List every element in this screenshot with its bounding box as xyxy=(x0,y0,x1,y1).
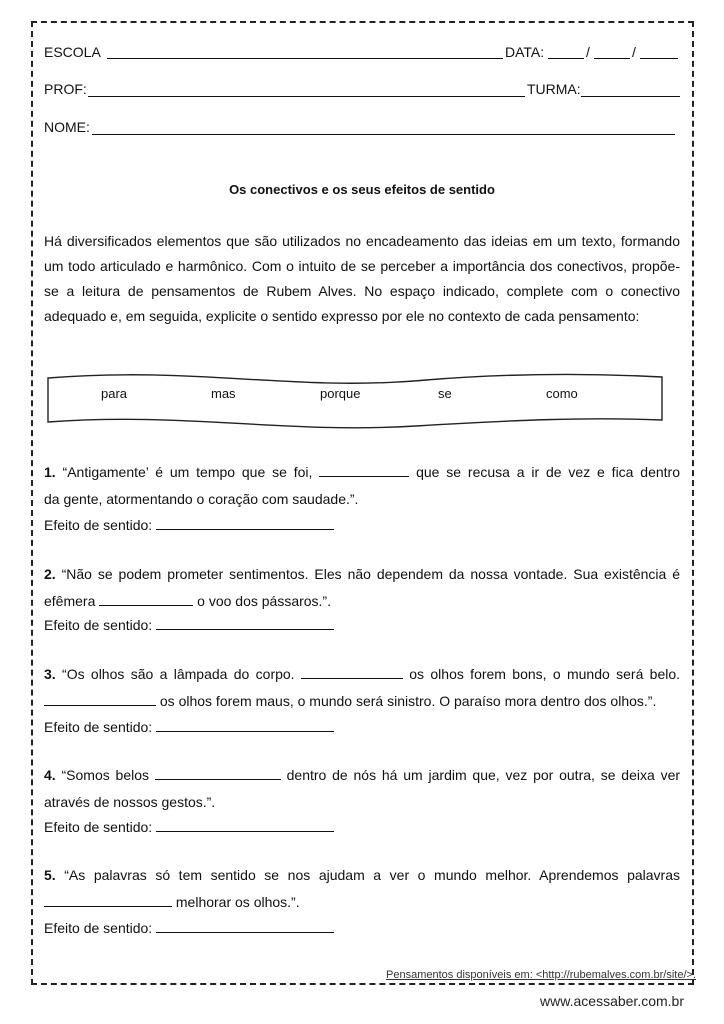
effect-row-2: Efeito de sentido: xyxy=(44,616,334,633)
website-footer: www.acessaber.com.br xyxy=(540,993,684,1009)
school-label: ESCOLA xyxy=(44,44,101,60)
question-4: 4. “Somos belos dentro de nós há um jardim que, vez por outra, se deixa ver através de nossos gestos.”. xyxy=(44,767,681,810)
question-number: 4. xyxy=(44,767,56,783)
class-label: TURMA: xyxy=(527,81,581,97)
answer-blank[interactable] xyxy=(301,665,403,679)
effect-blank[interactable] xyxy=(156,718,334,732)
answer-blank[interactable] xyxy=(44,893,172,907)
page-title: Os conectivos e os seus efeitos de sentido xyxy=(229,182,495,197)
question-number: 1. xyxy=(44,464,56,480)
effect-blank[interactable] xyxy=(156,919,334,933)
question-number: 5. xyxy=(44,867,56,883)
word-bank-item: mas xyxy=(211,386,236,401)
date-month-field[interactable] xyxy=(594,58,630,59)
name-label: NOME: xyxy=(44,119,90,135)
effect-blank[interactable] xyxy=(156,818,334,832)
effect-row-1: Efeito de sentido: xyxy=(44,516,334,533)
answer-blank[interactable] xyxy=(99,592,193,606)
answer-blank[interactable] xyxy=(319,463,409,477)
school-field[interactable] xyxy=(107,58,503,59)
question-number: 3. xyxy=(44,666,56,682)
date-sep-2: / xyxy=(632,44,636,60)
intro-paragraph: Há diversificados elementos que são utilizados no encadeamento das ideias em um texto, formando um todo articulado e harmônico. Com o intuito de se perceber a importância dos conectivos, propõe-se a leitura de pensamentos de Rubem Alves. No espaço indicado, complete com o conectivo adequado e, em seguida, explicite o sentido expresso por ele no contexto de cada pensamento: xyxy=(44,233,680,324)
date-label: DATA: xyxy=(505,44,545,60)
name-field[interactable] xyxy=(92,134,675,135)
teacher-label: PROF: xyxy=(44,81,87,97)
effect-row-5: Efeito de sentido: xyxy=(44,919,334,936)
effect-blank[interactable] xyxy=(156,616,334,630)
answer-blank[interactable] xyxy=(155,766,281,780)
answer-blank[interactable] xyxy=(44,692,156,706)
effect-row-3: Efeito de sentido: xyxy=(44,718,334,735)
effect-blank[interactable] xyxy=(156,516,334,530)
word-bank-banner xyxy=(46,372,664,430)
question-2: 2. “Não se podem prometer sentimentos. Eles não dependem da nossa vontade. Sua existência é efêmera o voo dos pássaros.”. xyxy=(44,566,680,609)
teacher-field[interactable] xyxy=(88,96,525,97)
word-bank-item: para xyxy=(101,386,128,401)
question-1: 1. “Antigamente’ é um tempo que se foi, que se recusa a ir de vez e fica dentro da gente, atormentando o coração com saudade.”. xyxy=(44,464,681,507)
source-citation: Pensamentos disponíveis em: <http://rubemalves.com.br/site/>. xyxy=(386,969,696,981)
date-sep-1: / xyxy=(586,44,590,60)
question-3: 3. “Os olhos são a lâmpada do corpo. os olhos forem bons, o mundo será belo. os olhos forem maus, o mundo será sinistro. O paraíso mora dentro dos olhos.”. xyxy=(44,666,681,709)
word-bank-item: porque xyxy=(320,386,361,401)
word-bank-item: como xyxy=(546,386,578,401)
class-field[interactable] xyxy=(581,96,680,97)
question-number: 2. xyxy=(44,566,56,582)
word-bank-item: se xyxy=(438,386,452,401)
effect-row-4: Efeito de sentido: xyxy=(44,818,334,835)
question-5: 5. “As palavras só tem sentido se nos ajudam a ver o mundo melhor. Aprendemos palavras melhorar os olhos.”. xyxy=(44,867,680,910)
date-year-field[interactable] xyxy=(640,58,678,59)
date-day-field[interactable] xyxy=(548,58,584,59)
